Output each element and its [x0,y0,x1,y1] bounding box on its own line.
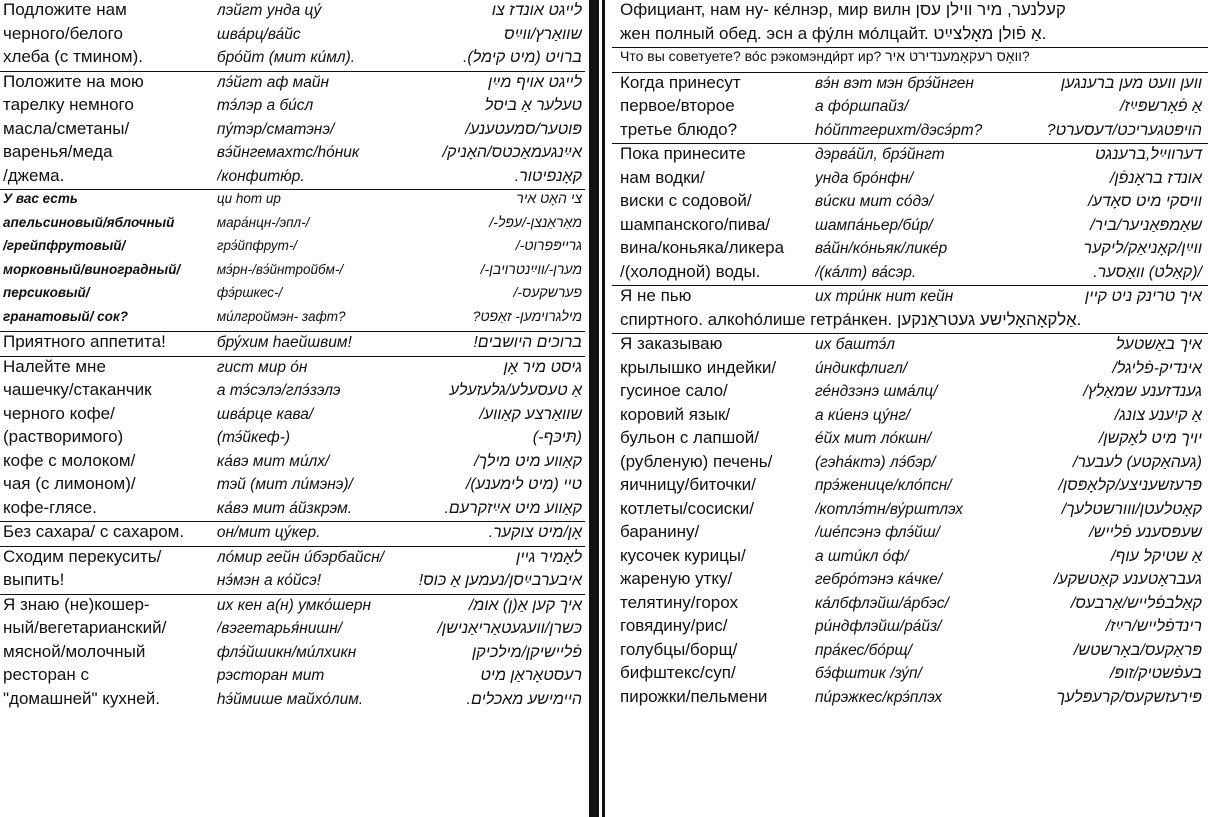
russian-text: виски с содовой/ [620,191,752,210]
russian-text: черного/белого [3,23,123,43]
yiddish-text: פֿליישיקן/מילכיקן [472,643,582,661]
transliteration-text: бру́хим hаейшвим! [216,334,352,351]
phrase-row [612,262,1208,286]
russian-text: нам водки/ [620,167,705,187]
transliteration-text: ви́ски мит со́дэ/ [814,193,934,210]
transliteration-text: унда бро́нфн/ [814,169,914,187]
transliteration-text: а ки́енэ цу́нг/ [814,406,911,424]
transliteration-text: лэйгт унда цу́ [216,2,322,19]
transliteration-text: е́йх мит ло́кшн/ [814,430,932,447]
phrase-row [0,427,585,451]
transliteration-text: пра́кес/бо́рщ/ [814,641,913,659]
phrase-row [612,522,1208,546]
russian-text: кофе-глясе. [3,497,97,517]
transliteration-text: их кен а(н) умко́шерн [216,596,372,614]
yiddish-text: רעסטאָראַן מיט [480,667,582,684]
phrase-row [0,522,585,546]
russian-text: мясной/молочный [3,641,146,661]
russian-text: Приятного аппетита! [3,332,166,351]
yiddish-text: איך באַשטעל [1115,336,1202,353]
phrase-line: Официант, нам ну- ке́лнэр, мир вилн קעלנער, מיר ווילן עסן [620,0,1066,19]
yiddish-text: פּרעזשעניצע/קלאָפּסן/ [1058,477,1202,494]
right-column [612,0,1208,710]
transliteration-text: бэ́фштик /зу́п/ [814,665,922,682]
russian-text: Пока принесите [620,144,746,163]
phrase-row [0,214,585,238]
russian-text: Я заказываю [620,334,723,353]
phrase-row [612,238,1208,262]
yiddish-text: קאַווע מיט אײַזקרעם. [444,499,582,517]
transliteration-text: фэ́ршкес-/ [216,285,283,300]
phrase-row [0,498,585,522]
phrase-section [612,144,1208,286]
transliteration-text: и́ндикфлигл/ [814,359,908,377]
phrase-row [0,24,585,48]
phrase-row [612,475,1208,499]
phrase-row [612,286,1208,310]
russian-text: крылышко индейки/ [620,357,777,377]
russian-text: шампанского/пива/ [620,214,771,234]
russian-text: телятину/горох [620,592,739,612]
russian-text: голубцы/борщ/ [620,639,738,659]
phrase-row [0,380,585,404]
yiddish-text: שוואַרץ/ווײַס [503,25,582,43]
phrase-row [0,237,585,261]
russian-text: Я не пью [620,286,692,305]
transliteration-text: вэ́йнгемахтс/hо́ник [216,144,360,161]
transliteration-text: пи́рэжкес/крэ́плэх [814,688,943,706]
yiddish-text: גענדזענע שמאַלץ/ [1083,383,1202,400]
yiddish-text: פּוטער/סמעטענע/ [465,120,582,138]
phrase-row [612,120,1208,144]
phrase-row [612,191,1208,215]
transliteration-text: их три́нк нит кейн [814,288,954,305]
phrase-section [612,73,1208,145]
russian-text: черного кофе/ [3,403,115,423]
yiddish-text: שאַמפּאַניער/ביר/ [1090,216,1202,234]
transliteration-text: тэ́лэр а би́сл [216,97,314,114]
russian-text: тарелку немного [3,95,134,114]
transliteration-text: мара́нцн-/эпл-/ [216,214,310,230]
yiddish-text: איך טרינק ניט קיין [1085,288,1202,305]
yiddish-text: ברוכים היושבים! [473,334,582,351]
transliteration-text: а фо́ршпайз/ [814,98,909,115]
phrase-row [0,332,585,356]
yiddish-text: אַ שטיקל עוף/ [1110,547,1202,565]
russian-text: варенья/меда [3,142,113,161]
transliteration-text: ва́йн/ко́ньяк/лике́р [814,240,948,257]
transliteration-text: hо́йптгерихт/дэсэ́рт? [814,121,983,139]
transliteration-text: лэ́йгт аф майн [216,73,330,91]
transliteration-text: рэсторан мит [216,667,325,684]
yiddish-text: לייגט אויף מײַן [488,73,582,91]
yiddish-text: קאַלבפֿלייש/אַרבעס/ [1070,594,1202,612]
transliteration-text: ло́мир гейн и́бэрбайсн/ [216,548,385,566]
russian-text: третье блюдо? [620,119,738,139]
transliteration-text: шампа́ньер/би́р/ [814,216,933,234]
russian-text: пирожки/пельмени [620,686,768,706]
yiddish-text: שוואַרצע קאַווע/ [479,405,582,423]
yiddish-text: גיסט מיר אָן [503,358,582,376]
transliteration-text: (тэ́йкеф-) [216,429,291,446]
yiddish-text: אַ פֿאָרשפּײַז/ [1119,98,1202,115]
yiddish-text: וויסקי מיט סאָדע/ [1088,193,1202,210]
phrase-row [0,357,585,381]
transliteration-text: /котлэ́тн/ву́рштлэх [814,500,964,518]
russian-text: (рубленую) печень/ [620,451,773,471]
yiddish-text: (תּיכּף-) [532,429,582,446]
transliteration-text: (гэhа́ктэ) лэ́бэр/ [814,453,936,471]
phrase-row [0,689,585,713]
yiddish-text: לייגט אונדז צו [491,2,582,19]
phrase-row [0,570,585,594]
transliteration-text: вэ́н вэт мэн брэ́йнген [814,74,974,92]
phrase-row [612,0,1208,24]
yiddish-text: פּירעזשקעס/קרעפּלעך [1056,688,1202,706]
transliteration-text: /ше́псэнэ флэ́йш/ [814,524,940,541]
phrase-row [612,687,1208,711]
phrase-line: жен полный обед. эсн а фу́лн мо́лцайт. אַ פֿולן מאָלצײַט. [620,23,1047,43]
transliteration-text: грэ́йпфрут-/ [216,238,298,253]
russian-text: говядину/рис/ [620,616,728,635]
yiddish-text: קאָטלעטן/ווורשטלעך/ [1061,500,1202,518]
yiddish-text: ווען וועט מען ברענגען [1060,74,1202,92]
yiddish-text: אַ קיִענע צונג/ [1114,406,1202,424]
yiddish-text: אײַנגעמאַכטס/האָניק/ [442,144,582,161]
russian-text: морковный/виноградный/ [3,261,181,277]
russian-text: котлеты/сосиски/ [620,498,754,518]
phrase-row [0,72,585,96]
phrase-section [0,357,585,523]
transliteration-text: прэ́женице/кло́псн/ [814,477,952,494]
transliteration-text: ка́лбфлэйш/а́рбэс/ [814,594,949,612]
phrase-row [0,166,585,190]
phrase-row [612,24,1208,48]
russian-text: коровий язык/ [620,404,731,424]
phrase-section [0,190,585,332]
russian-text: бифштекс/суп/ [620,663,736,682]
center-divider-thin [602,0,605,817]
transliteration-text: пу́тэр/сматэнэ/ [216,120,335,138]
yiddish-text: איך קען אַ(ן) אומ/ [468,596,582,614]
yiddish-text: (געהאַקטע) לעבער/ [1072,453,1202,471]
russian-text: жареную утку/ [620,569,733,588]
transliteration-text: бро́йт (мит ки́мл). [216,49,356,66]
russian-text: выпить! [3,570,65,589]
transliteration-text: ци hот ир [216,191,281,206]
russian-text: хлеба (с тмином). [3,47,143,66]
transliteration-text: ри́ндфлэйш/ра́йз/ [814,618,942,635]
yiddish-text: געבראָטענע קאַטשקע/ [1053,571,1202,588]
phrase-row [0,404,585,428]
phrase-row [612,593,1208,617]
phrase-row [612,616,1208,640]
yiddish-text: /(קאַלט) וואַסער. [1093,263,1202,281]
phrase-row [612,663,1208,687]
phrase-row [0,618,585,642]
transliteration-text: шва́рце кава/ [216,405,314,423]
transliteration-text: гист мир о́н [216,358,308,376]
yiddish-text: היימישע מאכלים. [466,690,582,708]
transliteration-text: /вэгетарья́нишн/ [216,620,343,637]
phrase-row [0,642,585,666]
phrase-row [612,310,1208,334]
yiddish-text: קאָנפיטור. [514,167,582,185]
yiddish-text: מאַראַנצן-/עפּל-/ [489,213,582,230]
yiddish-text: שעפּסענע פֿלייש/ [1089,524,1202,541]
yiddish-text: ברויט (מיט קימל). [462,49,582,66]
transliteration-text: мэ́рн-/вэ́йнтройбм-/ [216,261,344,277]
yiddish-text: דערווײַל,ברענגט [1095,146,1202,163]
transliteration-text: ка́вэ мит ми́лх/ [216,452,330,470]
phrase-section [0,332,585,357]
russian-text: (растворимого) [3,427,124,446]
russian-text: масла/сметаны/ [3,118,130,138]
russian-text: кофе с молоком/ [3,450,136,470]
transliteration-text: шва́рц/ва́йс [216,25,301,43]
russian-text: вина/коньяка/ликера [620,238,785,257]
russian-text: Подложите нам [3,0,127,19]
phrase-row [612,73,1208,97]
phrase-section [0,72,585,191]
yiddish-text: אינדיק-פֿליגל/ [1112,359,1202,377]
center-divider [589,0,599,817]
russian-text: /(холодной) воды. [620,261,761,281]
yiddish-text: יויך מיט לאָקשן/ [1098,430,1202,447]
phrase-section [612,286,1208,334]
russian-text: бульон с лапшой/ [620,428,759,447]
phrase-row [612,215,1208,239]
phrase-section [612,48,1208,73]
phrase-row [0,595,585,619]
yiddish-text: בעפֿשטיק/זופּ/ [1109,665,1202,682]
transliteration-text: он/мит цу́кер. [216,524,321,541]
phrase-line: спиртного. алкоhо́лише гетра́нкен. אַלקאָהאָלישע געטראַנקען. [620,309,1082,329]
russian-text: /джема. [3,165,65,185]
russian-text: гусиное сало/ [620,381,728,400]
russian-text: апельсиновый/яблочный [3,214,175,230]
yiddish-text: ווײַן/קאָניאַק/ליקער [1083,240,1202,257]
transliteration-text: тэй (мит ли́мэнэ)/ [216,476,353,493]
phrase-row [612,452,1208,476]
yiddish-text: אונדז בראָנפֿן/ [1110,169,1202,187]
phrase-row [612,381,1208,405]
phrase-row [0,547,585,571]
phrase-line: Что вы советуете? во́с рэкомэнди́рт ир? וואָס רעקאָמענדירט איר? [620,48,1030,64]
phrase-row [612,569,1208,593]
transliteration-text: гебро́тэнэ ка́чке/ [814,571,943,588]
yiddish-text: צי האָט איר [516,190,582,206]
yiddish-text: רינדפֿלייש/רײַז/ [1105,618,1202,635]
phrase-row [612,546,1208,570]
phrase-section [0,595,585,713]
russian-text: баранину/ [620,522,700,541]
yiddish-text: אָן/מיט צוקער. [488,524,582,541]
phrase-row [612,640,1208,664]
transliteration-text: а шти́кл о́ф/ [814,547,909,565]
phrase-row [0,665,585,689]
yiddish-text: קאַווע מיט מילך/ [474,452,582,470]
yiddish-text: הויפּטגעריכט/דעסערט? [1046,121,1202,139]
yiddish-text: טעלער אַ ביסל [484,97,582,114]
transliteration-text: ми́лгроймэн- зафт? [216,308,346,324]
russian-text: У вас есть [3,191,78,206]
russian-text: ный/вегетарианский/ [3,618,167,637]
russian-text: чая (с лимоном)/ [3,474,136,493]
russian-text: Я знаю (не)кошер- [3,594,150,614]
yiddish-text: מערן-/ווײַנטרויבן-/ [480,260,582,277]
phrase-row [612,168,1208,192]
phrase-row [612,48,1208,72]
yiddish-text: לאָמיר גיין [516,548,582,566]
phrase-row [612,144,1208,168]
yiddish-text: פערשקעס-/ [513,284,582,300]
russian-text: кусочек курицы/ [620,545,746,565]
phrase-section [612,334,1208,710]
left-column [0,0,585,712]
yiddish-text: מילגרוימען- זאַפט? [472,307,582,324]
russian-text: Без сахара/ с сахаром. [3,522,185,541]
transliteration-text: дэрва́йл, брэ́йнгт [814,146,945,163]
phrase-section [0,522,585,547]
russian-text: чашечку/стаканчик [3,380,152,399]
transliteration-text: /конфитю́р. [216,167,305,185]
transliteration-text: нэ́мэн а ко́йсэ! [216,572,322,589]
phrase-row [612,96,1208,120]
phrase-row [0,190,585,214]
russian-text: "домашней" кухней. [3,688,160,708]
yiddish-text: טיי (מיט לימענע)/ [465,476,582,493]
phrase-row [0,142,585,166]
russian-text: гранатовый/ сок? [3,308,128,324]
russian-text: Налейте мне [3,356,106,376]
phrase-section [0,547,585,595]
yiddish-text: אַ טעסעלע/גלעזעלע [449,382,582,399]
russian-text: персиковый/ [3,285,90,300]
phrase-row [0,119,585,143]
russian-text: Когда принесут [620,72,741,92]
russian-text: /грейпфрутовый/ [3,238,126,253]
russian-text: Положите на мою [3,71,144,91]
russian-text: яичницу/биточки/ [620,475,756,494]
phrase-row [0,451,585,475]
transliteration-text: ге́ндзэнэ шма́лц/ [814,383,938,400]
yiddish-text: איבערבײַסן/נעמען אַ כּוס! [418,572,582,589]
yiddish-text: גרייפּפרוט-/ [515,237,582,253]
phrase-row [0,95,585,119]
phrase-section [612,0,1208,48]
phrase-row [612,428,1208,452]
phrase-section [0,0,585,72]
phrase-row [612,358,1208,382]
russian-text: первое/второе [620,96,735,115]
yiddish-text: כּשרן/וועגעטאַריאַנישן/ [437,620,582,637]
phrase-row [612,405,1208,429]
transliteration-text: ка́вэ мит а́йзкрэм. [216,499,353,517]
transliteration-text: их баштэ́л [814,336,895,353]
transliteration-text: а тэ́сэлэ/глэ́зэлэ [216,382,341,399]
phrase-row [0,0,585,24]
russian-text: Сходим перекусить/ [3,546,162,566]
phrase-row [0,261,585,285]
phrase-row [0,284,585,308]
yiddish-text: פּראַקעס/באָרשטש/ [1073,641,1202,659]
transliteration-text: /(ка́лт) ва́сэр. [814,263,917,281]
transliteration-text: флэ́йшикн/ми́лхикн [216,643,357,661]
transliteration-text: hэ́ймише майхо́лим. [216,690,364,708]
phrase-row [612,499,1208,523]
phrase-row [612,334,1208,358]
russian-text: ресторан с [3,665,89,684]
phrase-row [0,474,585,498]
phrase-row [0,47,585,71]
phrase-row [0,308,585,332]
